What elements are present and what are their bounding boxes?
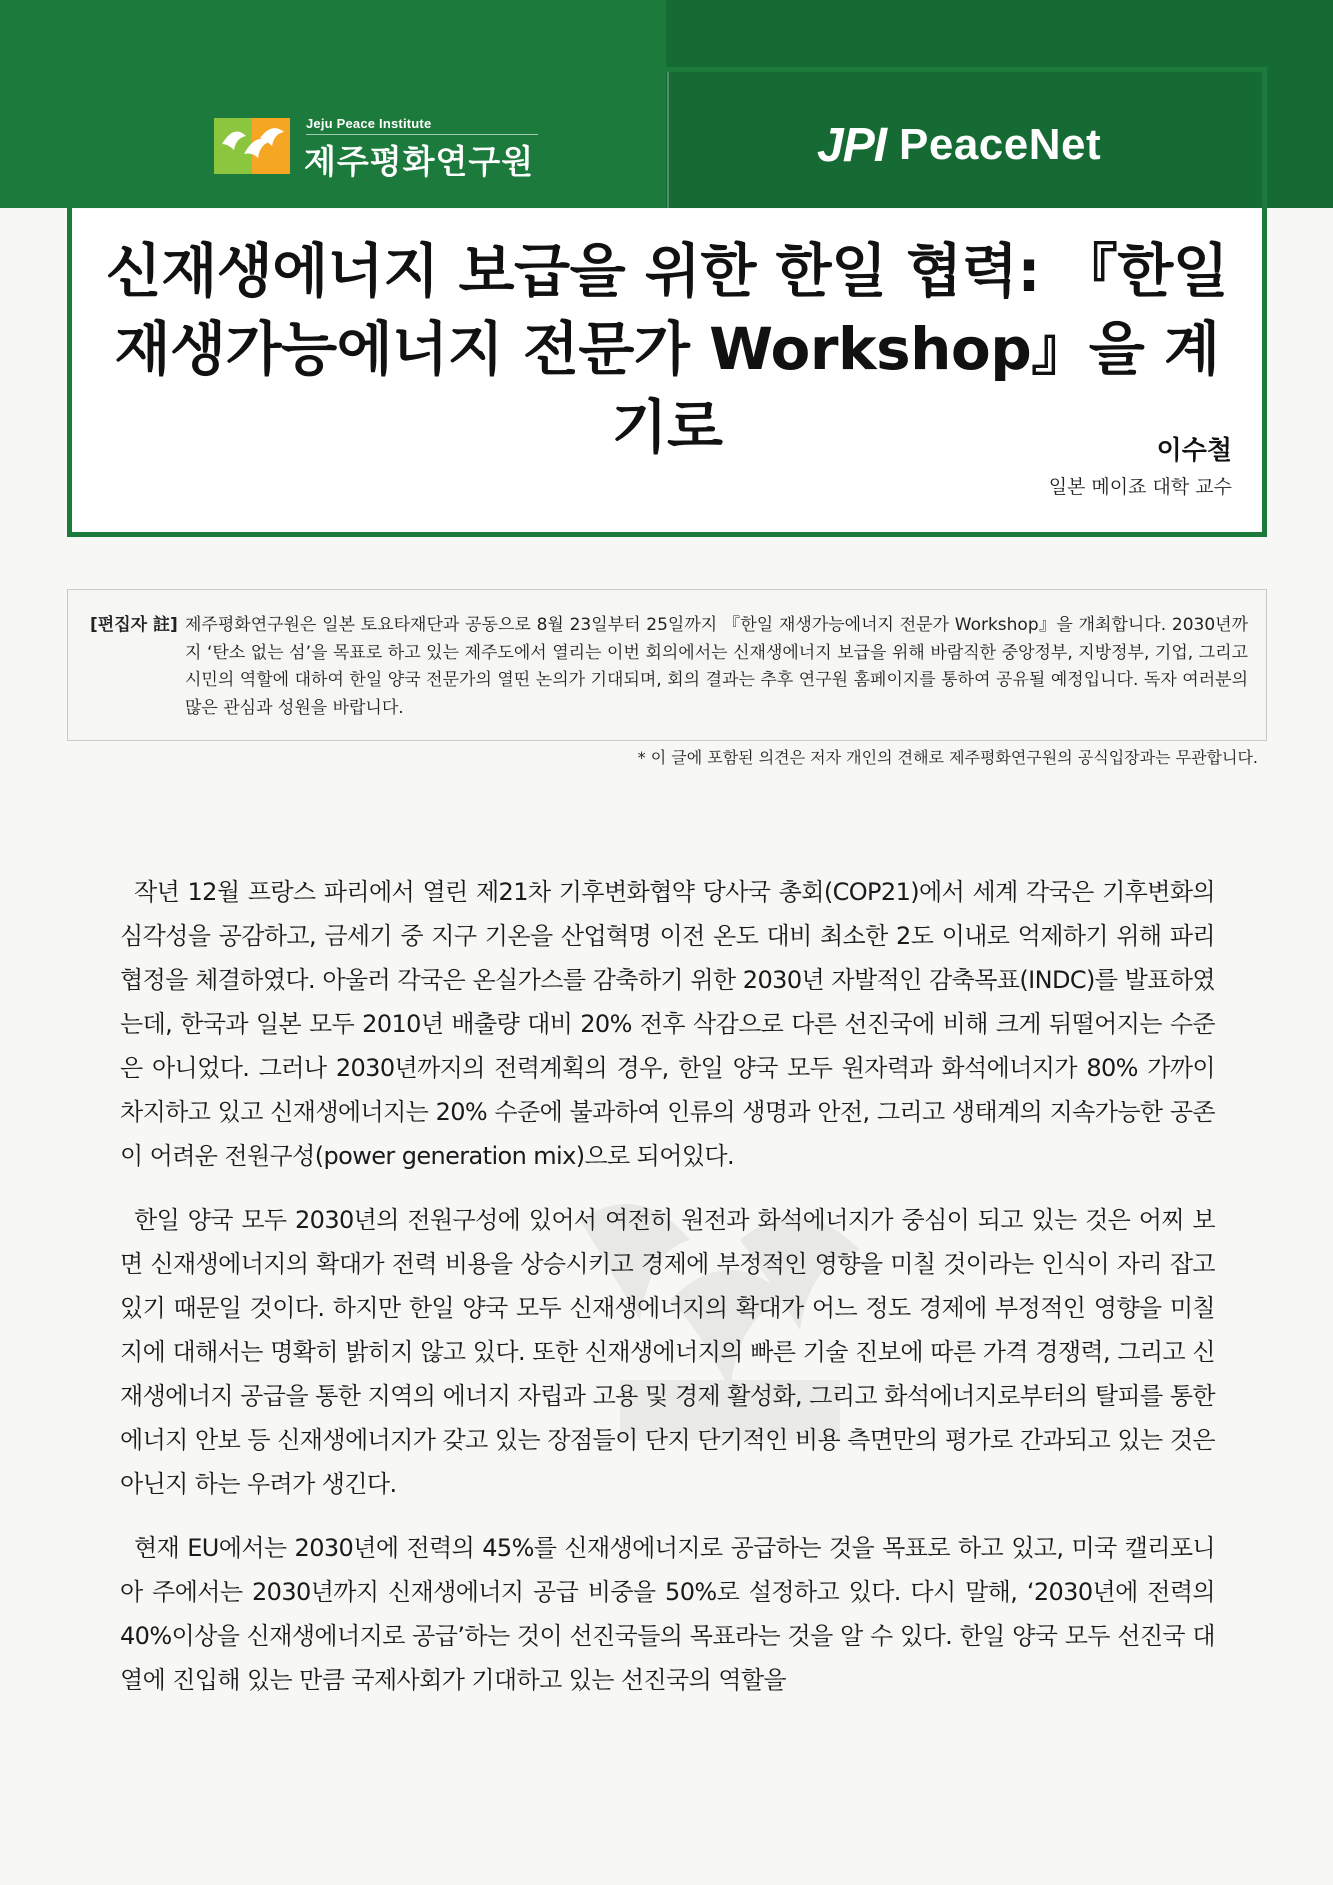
title-block [72,212,1262,532]
frame-header [72,72,1262,212]
header-divider [667,72,669,212]
editor-note [67,589,1267,741]
editor-note-label: [편집자 註] [90,615,178,635]
author-name: 이수철 [1156,436,1232,466]
title-frame [67,67,1267,537]
body-paragraph: 한일 양국 모두 2030년의 전원구성에 있어서 여전히 원전과 화석에너지가 중심이 되고 있는 것은 어찌 보면 신재생에너지의 확대가 전력 비용을 상승시키고 경제에 부정적인 영향을 미칠 것이라는 인식이 자리 잡고 있기 때문일 것이다. 하지만 한일 양국 모두 신재생에너지의 확대가 어느 정도 경제에 부정적인 영향을 미칠 지에 대해서는 명확히 밝히지 않고 있다. 또한 신재생에너지의 빠른 기술 진보에 따른 가격 경쟁력, 그리고 신재생에너지 공급을 통한 지역의 에너지 자립과 고용 및 경제 활성화, 그리고 화석에너지로부터의 탈피를 통한 에너지 안보 등 신재생에너지가 갖고 있는 장점들이 단지 단기적인 비용 측면만의 평가로 간과되고 있는 것은 아닌지 하는 우려가 생긴다. [120,1206,1215,1498]
institute-name-ko: 제주평화연구원 [304,142,535,181]
jpi-bird-logo-icon [212,114,292,176]
article-title: 신재생에너지 보급을 위한 한일 협력: 『한일 재생가능에너지 전문가 Workshop』을 계기로 [105,237,1229,461]
logo-rule [306,134,538,135]
editor-note-text: 제주평화연구원은 일본 토요타재단과 공동으로 8월 23일부터 25일까지 『한일 재생가능에너지 전문가 Workshop』을 개최합니다. 2030년까지 ‘탄소 없는 섬’을 목표로 하고 있는 제주도에서 열리는 이번 회의에서는 신재생에너지 보급을 위해 바람직한 중앙정부, 지방정부, 기업, 그리고 시민의 역할에 대하여 한일 양국 전문가의 열띤 논의가 기대되며, 회의 결과는 추후 연구원 홈페이지를 통하여 공유될 예정입니다. 독자 여러분의 많은 관심과 성원을 바랍니다. [185,615,1248,718]
peacenet-wordmark: PeaceNet [899,120,1102,169]
disclaimer: * 이 글에 포함된 의견은 저자 개인의 견해로 제주평화연구원의 공식입장과는 무관합니다. [637,748,1258,767]
jpi-wordmark: JPI [817,119,887,172]
body-paragraph: 작년 12월 프랑스 파리에서 열린 제21차 기후변화협약 당사국 총회(COP21)에서 세계 각국은 기후변화의 심각성을 공감하고, 금세기 중 지구 기온을 산업혁명 이전 온도 대비 최소한 2도 이내로 억제하기 위해 파리협정을 체결하였다. 아울러 각국은 온실가스를 감축하기 위한 2030년 자발적인 감축목표(INDC)를 발표하였는데, 한국과 일본 모두 2010년 배출량 대비 20% 전후 삭감으로 다른 선진국에 비해 크게 뒤떨어지는 수준은 아니었다. 그러나 2030년까지의 전력계획의 경우, 한일 양국 모두 원자력과 화석에너지가 80% 가까이 차지하고 있고 신재생에너지는 20% 수준에 불과하여 인류의 생명과 안전, 그리고 생태계의 지속가능한 공존이 어려운 전원구성(power generation mix)으로 되어있다. [120,878,1215,1170]
article-body [120,870,1215,1722]
author-affiliation: 일본 메이죠 대학 교수 [1048,476,1232,498]
body-paragraph: 현재 EU에서는 2030년에 전력의 45%를 신재생에너지로 공급하는 것을 목표로 하고 있고, 미국 캘리포니아 주에서는 2030년까지 신재생에너지 공급 비중을 50%로 설정하고 있다. 다시 말해, ‘2030년에 전력의 40%이상을 신재생에너지로 공급’하는 것이 선진국들의 목표라는 것을 알 수 있다. 한일 양국 모두 선진국 대열에 진입해 있는 만큼 국제사회가 기대하고 있는 선진국의 역할을 [120,1534,1215,1694]
jeju-peace-institute-logo[interactable] [212,114,612,181]
peacenet-logo[interactable] [817,114,1177,174]
institute-name-en: Jeju Peace Institute [306,116,432,131]
